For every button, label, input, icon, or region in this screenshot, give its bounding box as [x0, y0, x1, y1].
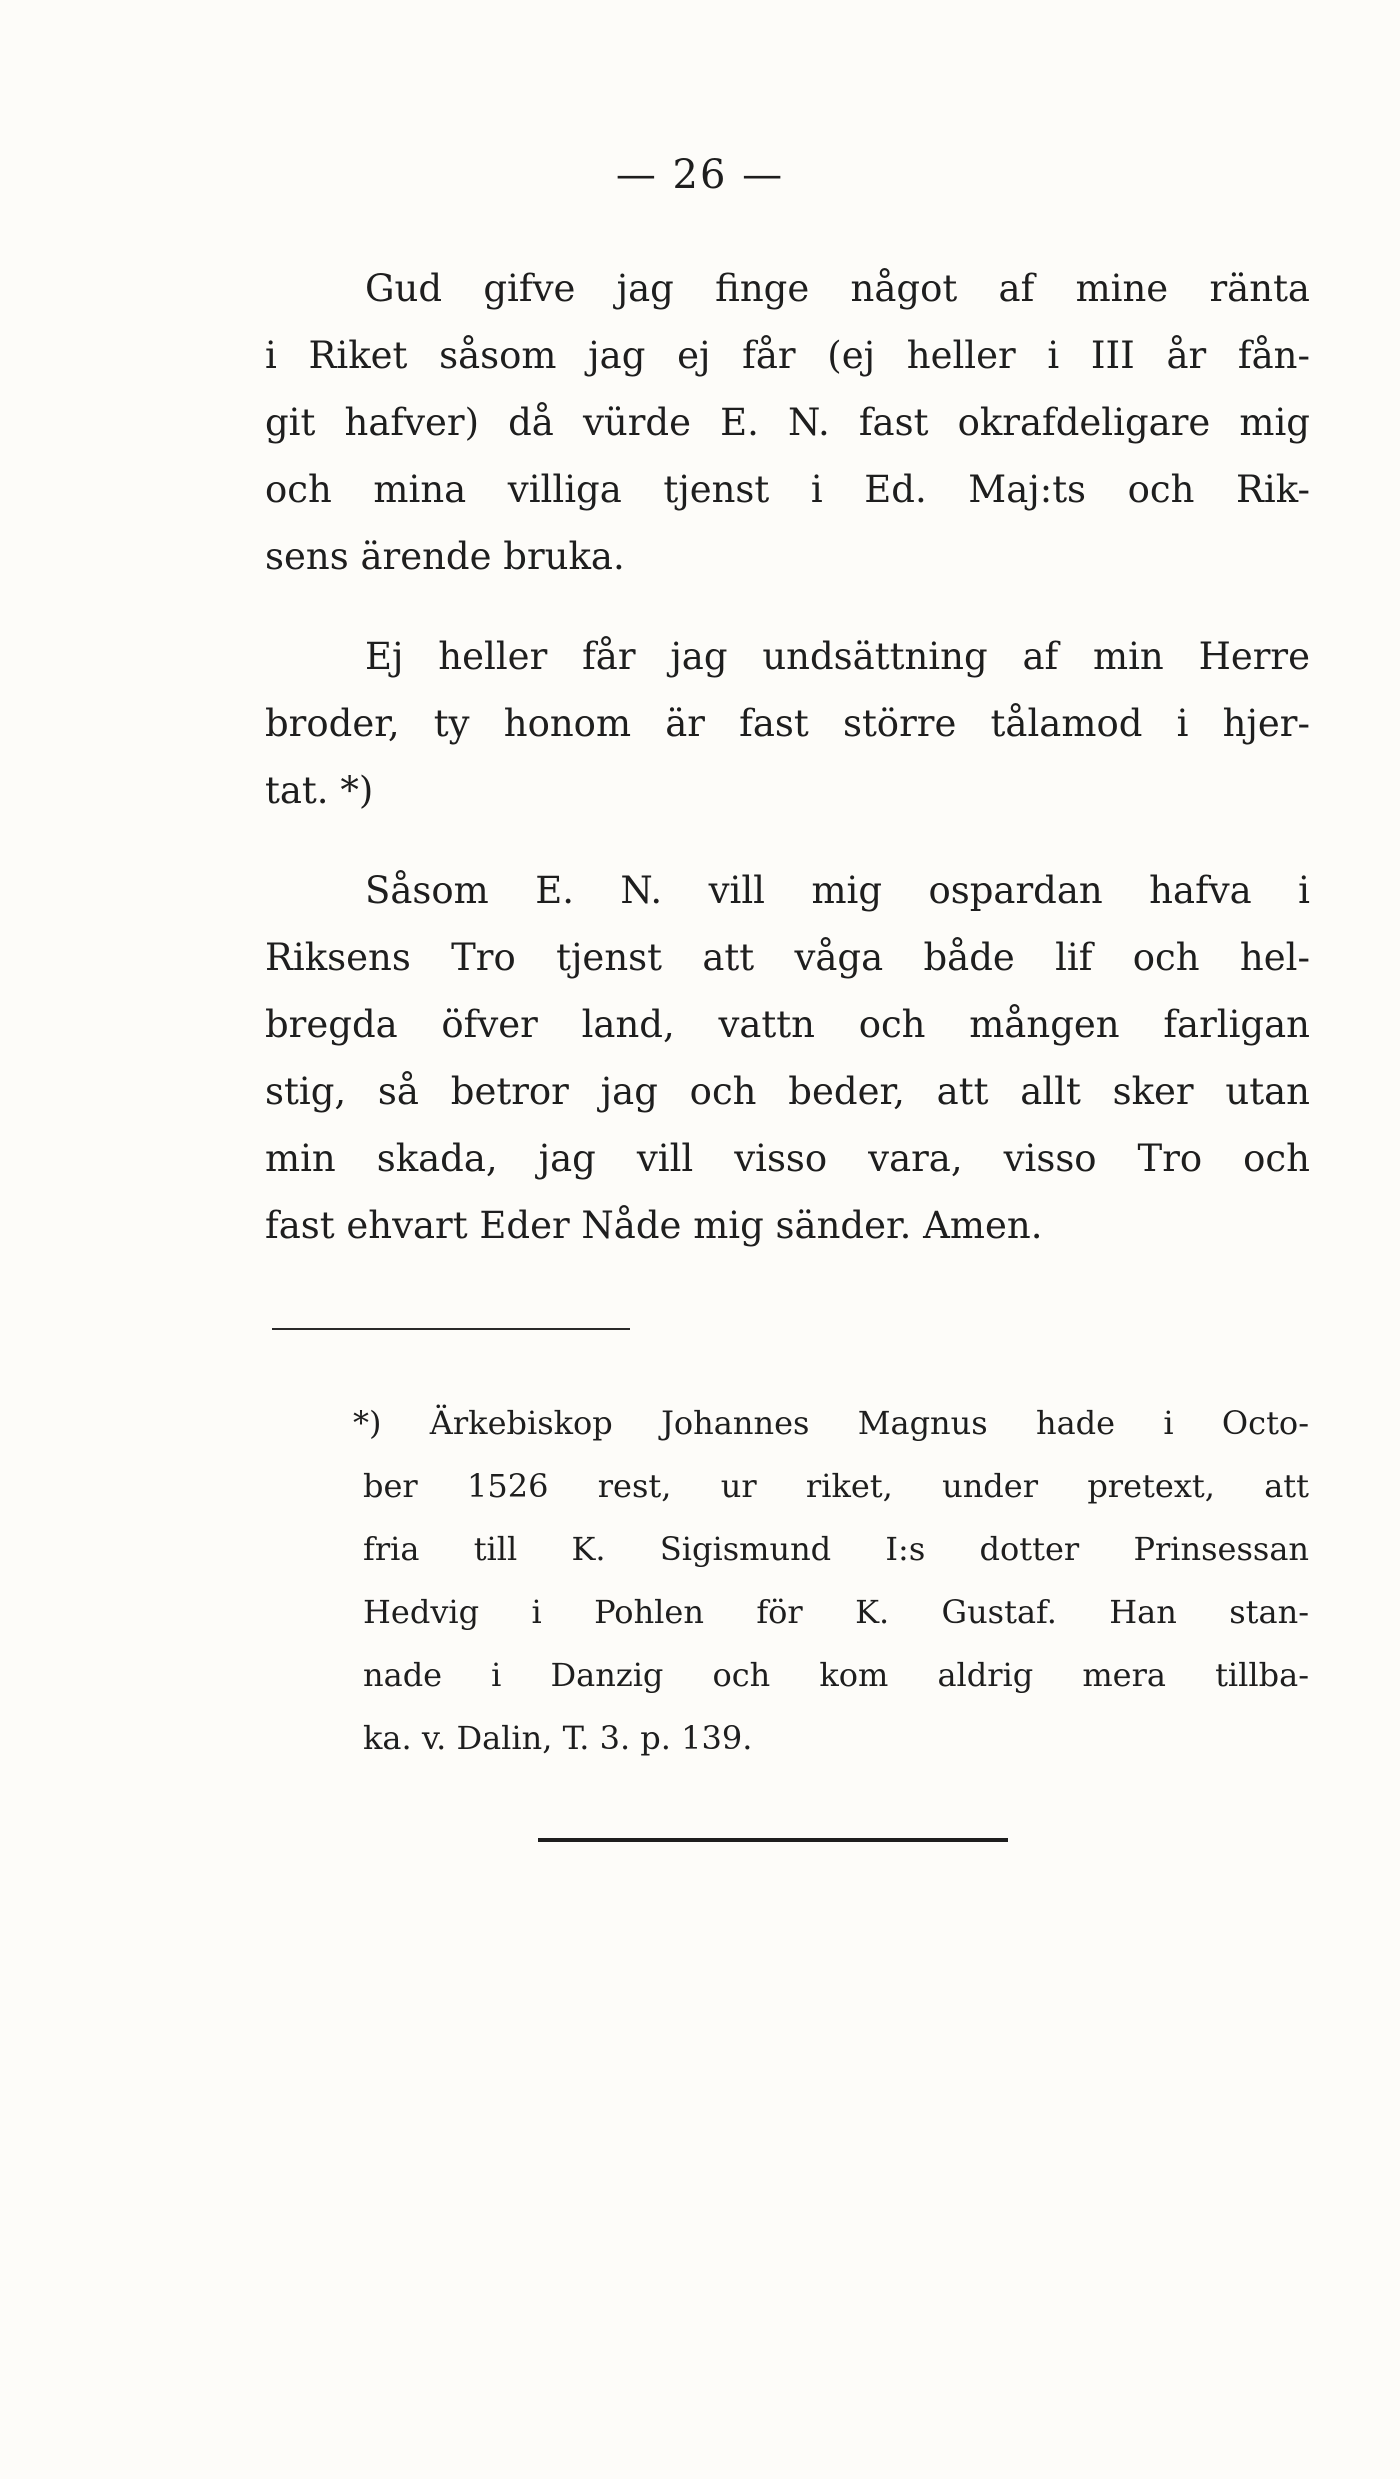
text-line: Gud gifve jag finge något af mine ränta: [365, 267, 1310, 310]
paragraph: [265, 255, 1310, 590]
section-divider: [272, 1328, 630, 1330]
text-line: fast ehvart Eder Nåde mig sänder. Amen.: [265, 1204, 1043, 1247]
text-line: Såsom E. N. vill mig ospardan hafva i: [365, 869, 1310, 912]
footnote-line: *) Ärkebiskop Johannes Magnus hade i Octo-: [353, 1404, 1309, 1442]
footnote-line: ka. v. Dalin, T. 3. p. 139.: [363, 1719, 753, 1757]
footnote-line: Hedvig i Pohlen för K. Gustaf. Han stan-: [363, 1593, 1309, 1631]
text-line: Riksens Tro tjenst att våga både lif och hel-: [265, 936, 1310, 979]
text-line: och mina villiga tjenst i Ed. Maj:ts och Rik-: [265, 468, 1310, 511]
footnote: [353, 1392, 1309, 1770]
paragraph: [265, 623, 1310, 824]
text-line: broder, ty honom är fast större tålamod i hjer-: [265, 702, 1310, 745]
text-line: i Riket såsom jag ej får (ej heller i III år fån-: [265, 334, 1310, 377]
page-number: — 26 —: [615, 152, 785, 198]
text-line: sens ärende bruka.: [265, 535, 625, 578]
text-line: min skada, jag vill visso vara, visso Tro och: [265, 1137, 1310, 1180]
footnote-line: fria till K. Sigismund I:s dotter Prinsessan: [363, 1530, 1309, 1568]
text-line: Ej heller får jag undsättning af min Herre: [365, 635, 1310, 678]
text-line: git hafver) då vürde E. N. fast okrafdeligare mig: [265, 401, 1310, 444]
text-line: bregda öfver land, vattn och mången farligan: [265, 1003, 1310, 1046]
main-text: [265, 255, 1310, 1259]
end-rule: [538, 1838, 1008, 1842]
text-line: stig, så betror jag och beder, att allt sker utan: [265, 1070, 1310, 1113]
paragraph: [265, 857, 1310, 1259]
text-line: tat. *): [265, 769, 374, 812]
footnote-line: ber 1526 rest, ur riket, under pretext, att: [363, 1467, 1309, 1505]
footnote-line: nade i Danzig och kom aldrig mera tillba-: [363, 1656, 1309, 1694]
